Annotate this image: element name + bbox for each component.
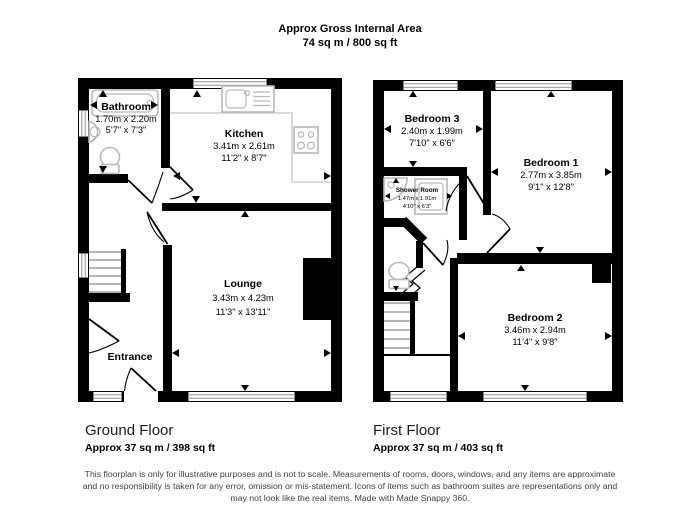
kitchen-metric: 3.41m x 2.61m — [213, 141, 275, 151]
kitchen-label: Kitchen — [224, 128, 264, 140]
bedroom1-label: Bedroom 1 — [523, 157, 579, 169]
stairs-side-window — [79, 253, 89, 278]
ground-floor-plan — [79, 79, 337, 403]
front-door-opening — [124, 391, 158, 403]
bedroom1-bedroom2-wall — [457, 253, 612, 264]
shower-room-label: Shower Room — [395, 187, 439, 194]
disclaimer-line1: This floorplan is only for illustrative purposes and is not to scale. Measurements of rooms, doors, windows, and any items are approximate — [84, 469, 616, 479]
shower-room-top-wall — [384, 167, 467, 176]
bedroom3-window — [403, 81, 458, 91]
lounge-imperial: 11'3" x 13'11" — [215, 307, 271, 317]
bedroom3-imperial: 7'10" x 6'6" — [409, 138, 455, 148]
first-floor-area: Approx 37 sq m / 403 sq ft — [373, 442, 504, 454]
shower-room-right-wall — [459, 176, 467, 240]
bathroom-window — [79, 110, 89, 137]
bedroom1-metric: 2.77m x 3.85m — [520, 170, 582, 180]
bedroom3-metric: 2.40m x 1.99m — [401, 126, 463, 136]
entrance-label: Entrance — [107, 351, 153, 363]
wc-nook-wall — [416, 241, 423, 268]
lounge-label: Lounge — [224, 278, 262, 290]
hob-icon — [294, 127, 318, 153]
disclaimer-line3: may not look like the real items. Made with Made Snappy 360. — [230, 492, 470, 503]
bedroom2-chimney-breast — [592, 264, 611, 283]
bathroom-metric: 1.70m x 2.20m — [95, 114, 157, 124]
title-line2: 74 sq m / 800 sq ft — [302, 37, 398, 49]
landing-window — [390, 392, 447, 402]
bathroom-label: Bathroom — [101, 101, 151, 113]
hall-lounge-wall — [163, 245, 172, 391]
bedroom2-label: Bedroom 2 — [507, 312, 563, 324]
title-line1: Approx Gross Internal Area — [278, 23, 422, 35]
bedroom2-window — [483, 392, 587, 402]
kitchen-sink-icon — [222, 86, 274, 112]
bedroom1-window — [495, 81, 572, 91]
bathroom-hall-wall — [89, 174, 128, 183]
first-floor-plan — [379, 81, 618, 402]
ground-floor-area: Approx 37 sq m / 398 sq ft — [85, 442, 216, 454]
ground-floor-caption — [85, 422, 215, 454]
lounge-metric: 3.43m x 4.23m — [212, 293, 274, 303]
ground-floor-name: Ground Floor — [85, 422, 174, 439]
wc-toilet-icon — [389, 263, 409, 289]
lounge-window — [188, 392, 295, 402]
bedroom3-label: Bedroom 3 — [404, 113, 460, 125]
first-floor-caption — [373, 422, 503, 454]
bedroom3-bedroom1-wall — [483, 91, 491, 215]
entrance-window — [93, 392, 122, 402]
disclaimer-text — [0, 469, 700, 504]
disclaimer-line2: and no responsibility is taken for any error, omission or mis-statement. Icons of items such as bathroom suites are representations only and — [82, 480, 618, 491]
bedroom2-imperial: 11'4" x 9'8" — [512, 337, 558, 347]
shower-room-imperial: 4'10" x 6'3" — [402, 204, 432, 210]
bathroom-imperial: 5'7" x 7'3" — [105, 125, 147, 135]
page-title — [0, 22, 700, 50]
kitchen-lounge-wall — [162, 203, 331, 211]
bedroom1-imperial: 9'1" x 12'8" — [528, 182, 574, 192]
lounge-chimney-breast — [303, 258, 331, 320]
landing-bedroom2-wall — [450, 258, 458, 391]
kitchen-imperial: 11'2" x 8'7" — [221, 153, 267, 163]
bedroom2-metric: 3.46m x 2.94m — [504, 325, 566, 335]
bathroom-kitchen-wall — [161, 89, 170, 168]
shower-room-metric: 1.47m x 1.91m — [397, 196, 437, 202]
first-floor-name: First Floor — [373, 422, 441, 439]
